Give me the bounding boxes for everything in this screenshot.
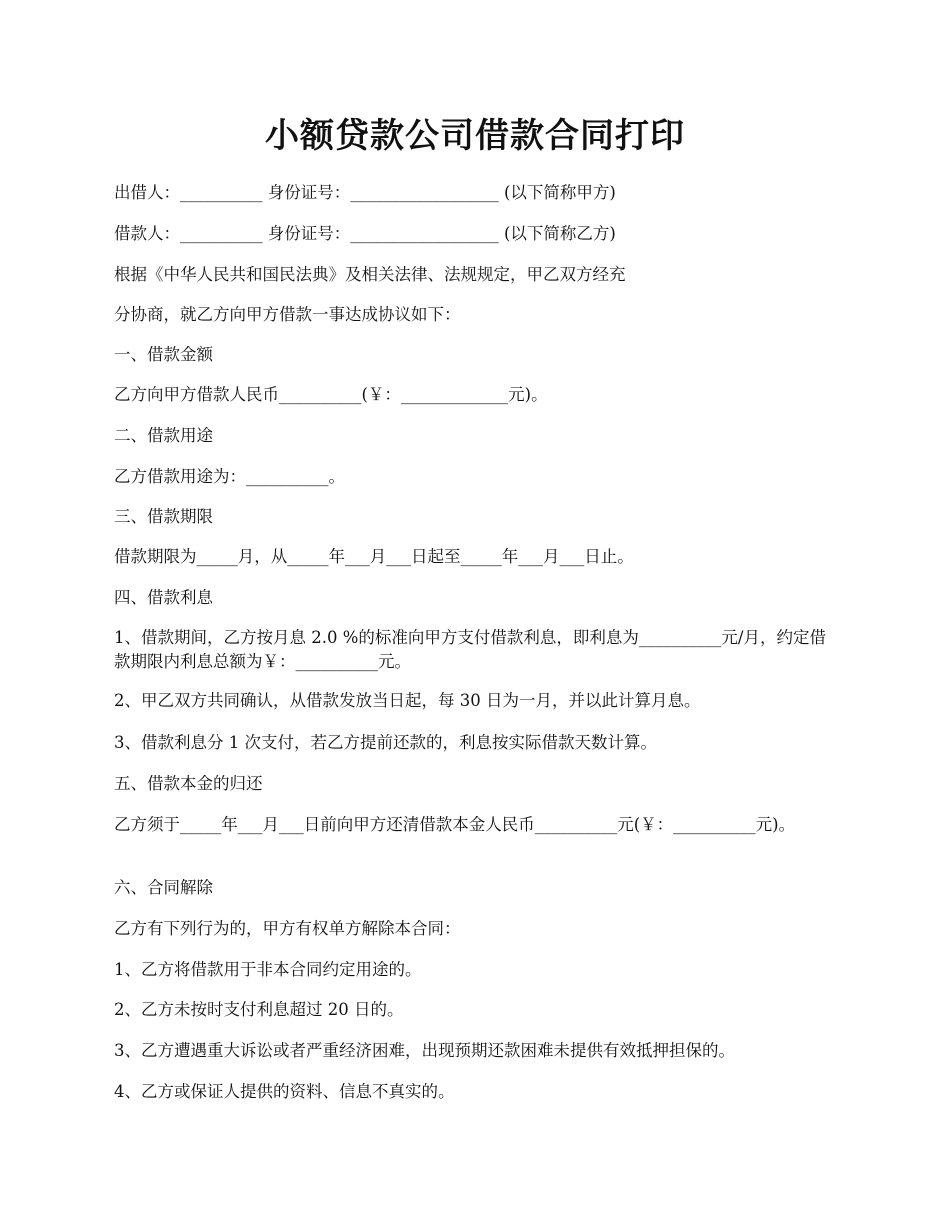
- interest-clause-2: 2、甲乙双方共同确认，从借款发放当日起，每 30 日为一月，并以此计算月息。: [114, 691, 701, 710]
- termination-item-2: 2、乙方未按时支付利息超过 20 日的。: [114, 1000, 404, 1019]
- termination-item-4: 4、乙方或保证人提供的资料、信息不真实的。: [114, 1082, 455, 1101]
- section-heading-termination: 六、合同解除: [114, 878, 213, 897]
- section-heading-amount: 一、借款金额: [114, 345, 213, 364]
- purpose-clause: 乙方借款用途为：__________。: [114, 467, 345, 486]
- section-heading-interest: 四、借款利息: [114, 588, 213, 607]
- termination-item-3: 3、乙方遭遇重大诉讼或者严重经济困难，出现预期还款困难未提供有效抵押担保的。: [114, 1041, 735, 1060]
- interest-clause-3: 3、借款利息分 1 次支付，若乙方提前还款的，利息按实际借款天数计算。: [114, 733, 657, 752]
- term-clause: 借款期限为_____月，从_____年___月___日起至_____年___月___日止。: [114, 547, 634, 566]
- termination-intro: 乙方有下列行为的，甲方有权单方解除本合同：: [114, 919, 461, 938]
- section-heading-term: 三、借款期限: [114, 507, 213, 526]
- preamble-line-2: 分协商，就乙方向甲方借款一事达成协议如下：: [114, 305, 461, 324]
- section-heading-purpose: 二、借款用途: [114, 426, 213, 445]
- borrower-line: 借款人：__________ 身份证号：__________________ (以下简称乙方): [114, 224, 616, 243]
- repayment-clause: 乙方须于_____年___月___日前向甲方还清借款本金人民币__________元(￥：__________元)。: [114, 815, 796, 834]
- amount-clause: 乙方向甲方借款人民币__________(￥：_____________元)。: [114, 385, 548, 404]
- lender-line: 出借人：__________ 身份证号：__________________ (以下简称甲方): [114, 183, 616, 202]
- termination-item-1: 1、乙方将借款用于非本合同约定用途的。: [114, 960, 422, 979]
- document-title: 小额贷款公司借款合同打印: [265, 116, 685, 156]
- section-heading-repayment: 五、借款本金的归还: [114, 774, 263, 793]
- preamble-line-1: 根据《中华人民共和国民法典》及相关法律、法规规定，甲乙双方经充: [114, 265, 626, 284]
- interest-clause-1: 1、借款期间，乙方按月息 2.0 %的标准向甲方支付借款利息，即利息为__________元/月，约定借款期限内利息总额为￥：__________元。: [114, 628, 826, 671]
